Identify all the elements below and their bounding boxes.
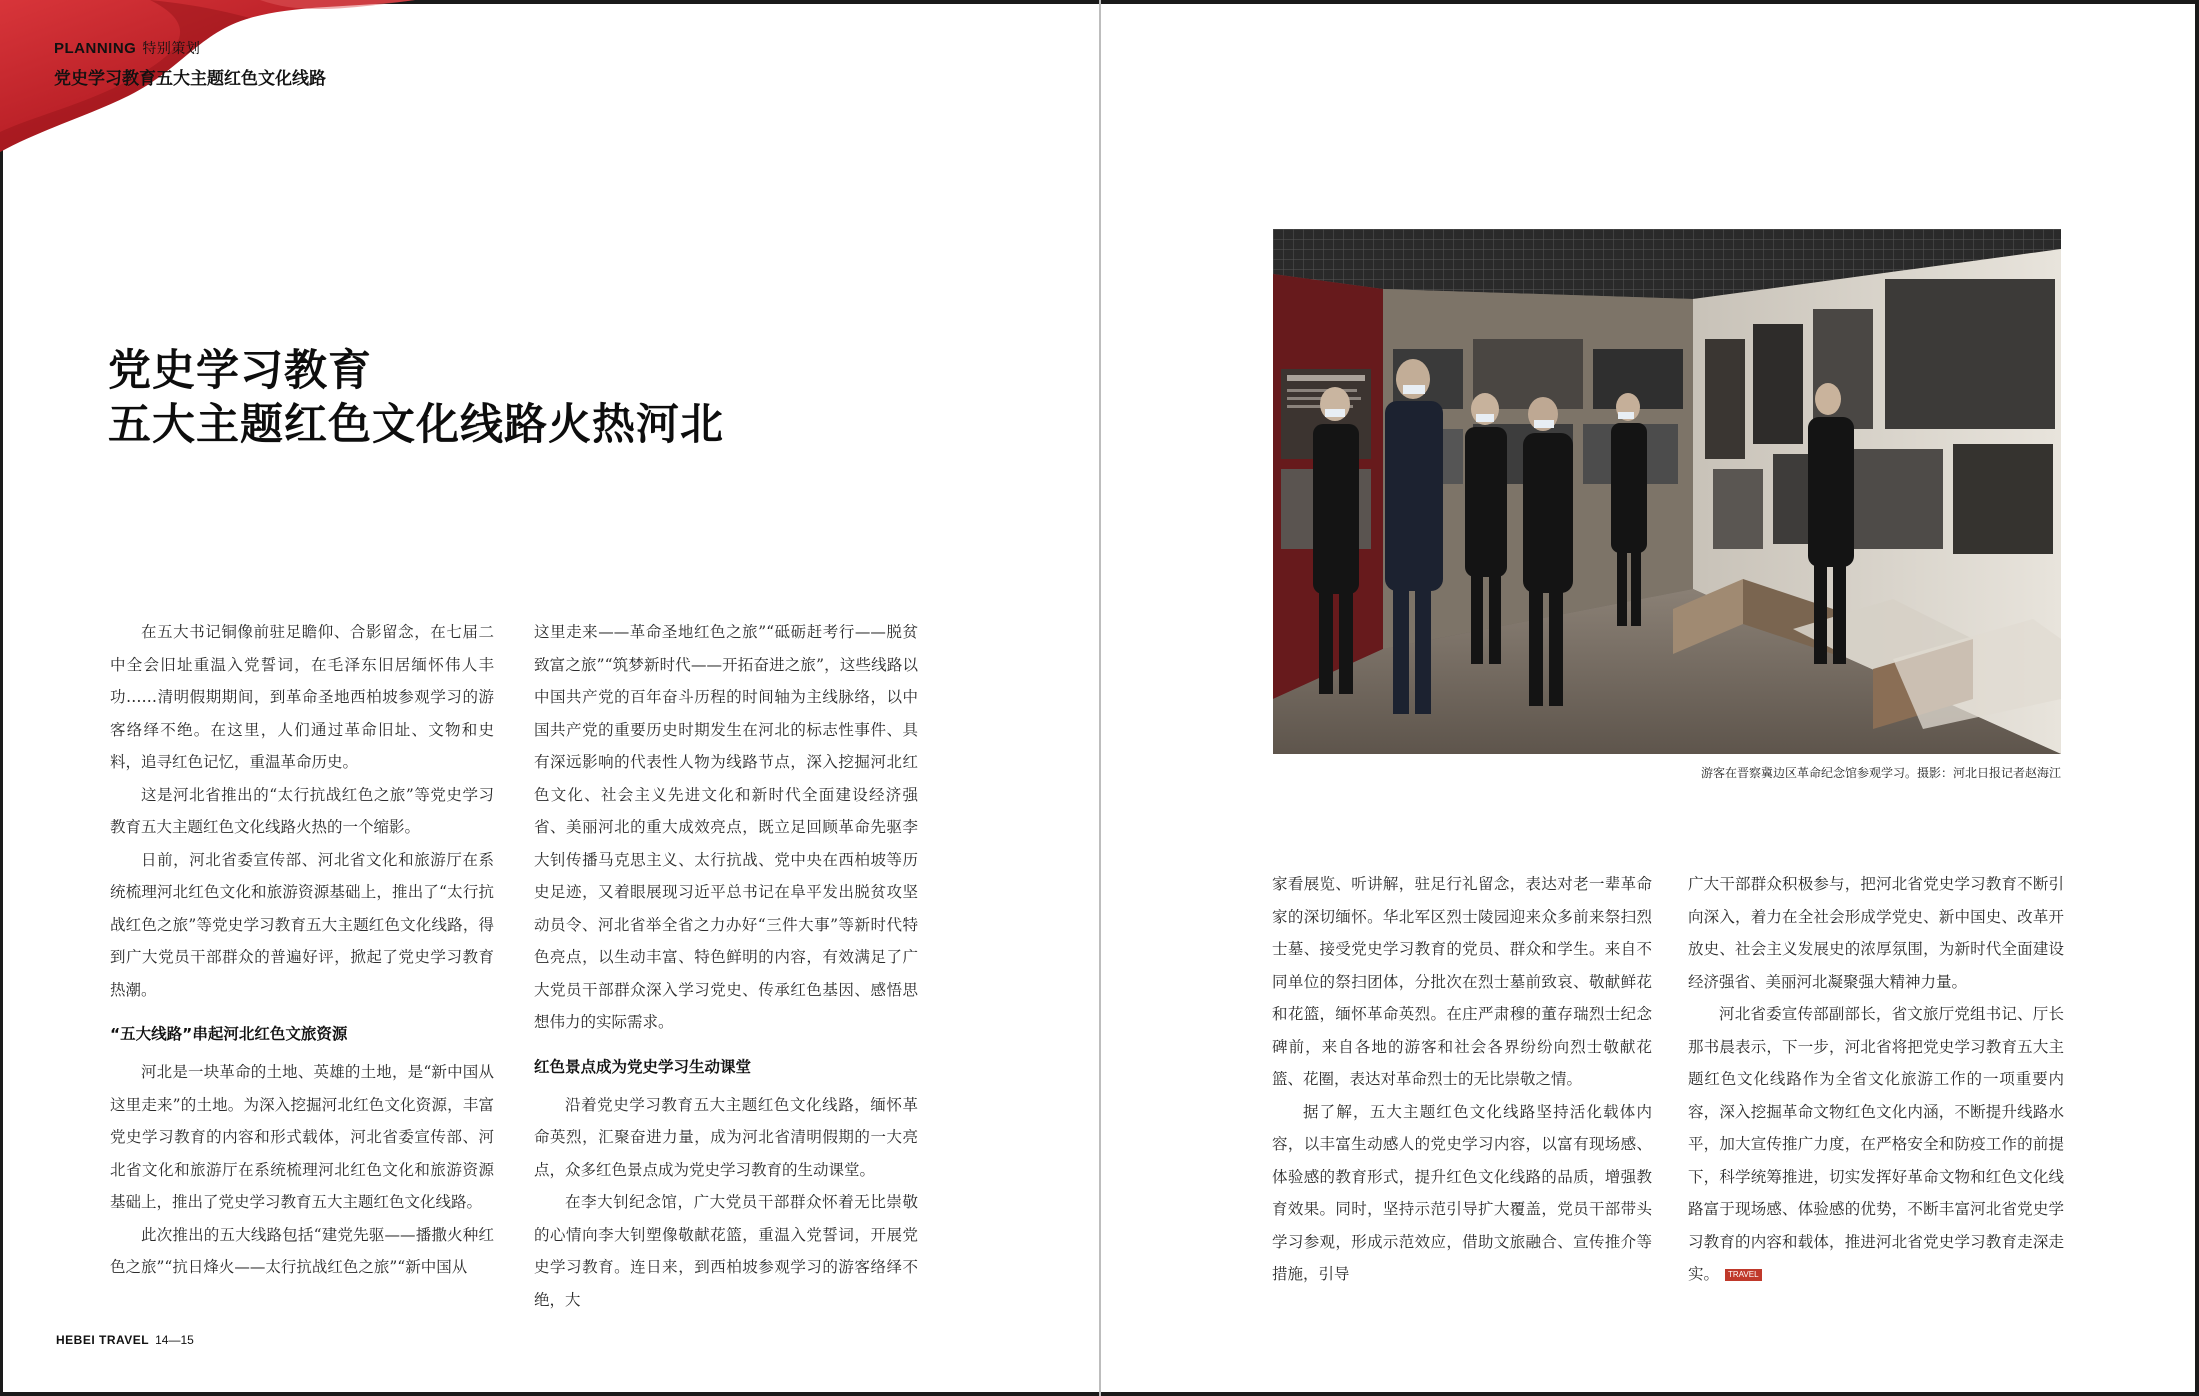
end-mark-badge: TRAVEL <box>1725 1269 1762 1281</box>
left-border <box>0 0 3 1396</box>
paragraph: 河北是一块革命的土地、英雄的土地，是“新中国从这里走来”的土地。为深入挖掘河北红色文化资源，丰富党史学习教育的内容和形式载体，河北省委宣传部、河北省文化和旅游厅在系统梳理河北红色文化和旅游资源基础上，推出了党史学习教育五大主题红色文化线路。 <box>110 1063 494 1211</box>
paragraph: 日前，河北省委宣传部、河北省文化和旅游厅在系统梳理河北红色文化和旅游资源基础上，推出了“太行抗战红色之旅”等党史学习教育五大主题红色文化线路，得到广大党员干部群众的普遍好评，掀起了党史学习教育热潮。 <box>110 850 494 999</box>
paragraph: 在李大钊纪念馆，广大党员干部群众怀着无比崇敬的心情向李大钊塑像敬献花篮，重温入党誓词，开展党史学习教育。连日来，到西柏坡参观学习的游客络绎不绝，大 <box>534 1193 918 1309</box>
paragraph: 这里走来——革命圣地红色之旅”“砥砺赶考行——脱贫致富之旅”“筑梦新时代——开拓奋进之旅”，这些线路以中国共产党的百年奋斗历程的时间轴为主线脉络，以中国共产党的重要历史时期发生在河北的标志性事件、具有深远影响的代表性人物为线路节点，深入挖掘河北红色文化、社会主义先进文化和新时代全面建设经济强省、美丽河北的重大成效亮点，既立足回顾革命先驱李大钊传播马克思主义、太行抗战、党中央在西柏坡等历史足迹，又着眼展现习近平总书记在阜平发出脱贫攻坚动员令、河北省举全省之力办好“三件大事”等新时代特色亮点，以生动丰富、特色鲜明的内容，有效满足了广大党员干部群众深入学习党史、传承红色基因、感悟思想伟力的实际需求。 <box>534 623 918 1031</box>
kicker-en: PLANNING <box>54 40 137 57</box>
paragraph: 家看展览、听讲解，驻足行礼留念，表达对老一辈革命家的深切缅怀。华北军区烈士陵园迎来众多前来祭扫烈士墓、接受党史学习教育的党员、群众和学生。来自不同单位的祭扫团体，分批次在烈士墓前致哀、敬献鲜花和花篮，缅怀革命英烈。在庄严肃穆的董存瑞烈士纪念碑前，来自各地的游客和社会各界纷纷向烈士敬献花篮、花圈，表达对革命烈士的无比崇敬之情。 <box>1272 875 1652 1088</box>
photo-caption: 游客在晋察冀边区革命纪念馆参观学习。摄影：河北日报记者赵海江 <box>1700 766 2061 780</box>
paragraph: 此次推出的五大线路包括“建党先驱——播撒火种红色之旅”“抗日烽火——太行抗战红色之旅”“新中国从 <box>110 1225 494 1276</box>
section-kicker <box>54 38 200 58</box>
paragraph: 沿着党史学习教育五大主题红色文化线路，缅怀革命英烈，汇聚奋进力量，成为河北省清明假期的一大亮点，众多红色景点成为党史学习教育的生动课堂。 <box>534 1095 918 1179</box>
paragraph <box>1688 998 2064 1291</box>
subheading: 红色景点成为党史学习生动课堂 <box>534 1057 752 1076</box>
headline-line-1: 党史学习教育 <box>108 346 372 396</box>
section-title: 党史学习教育五大主题红色文化线路 <box>54 69 326 89</box>
text-column-4 <box>1688 868 2064 1291</box>
exhibition-photo <box>1273 229 2061 754</box>
headline-line-2: 五大主题红色文化线路火热河北 <box>108 400 724 450</box>
text-column-2 <box>534 616 918 1316</box>
kicker-cn: 特别策划 <box>142 41 201 57</box>
paragraph: 据了解，五大主题红色文化线路坚持活化载体内容，以丰富生动感人的党史学习内容，以富有现场感、体验感的教育形式，提升红色文化线路的品质，增强教育效果。同时，坚持示范引导扩大覆盖，党员干部带头学习参观，形成示范效应，借助文旅融合、宣传推介等措施，引导 <box>1272 1102 1652 1283</box>
page-numbers: 14—15 <box>155 1333 194 1347</box>
subheading: “五大线路”串起河北红色文旅资源 <box>110 1025 348 1043</box>
paragraph: 这是河北省推出的“太行抗战红色之旅”等党史学习教育五大主题红色文化线路火热的一个缩影。 <box>110 785 494 836</box>
page-gutter <box>1099 0 1101 1396</box>
paragraph: 在五大书记铜像前驻足瞻仰、合影留念，在七届二中全会旧址重温入党誓词，在毛泽东旧居缅怀伟人丰功……清明假期期间，到革命圣地西柏坡参观学习的游客络绎不绝。在这里，人们通过革命旧址、文物和史料，追寻红色记忆，重温革命历史。 <box>110 623 494 771</box>
paragraph: 广大干部群众积极参与，把河北省党史学习教育不断引向深入，着力在全社会形成学党史、新中国史、改革开放史、社会主义发展史的浓厚氛围，为新时代全面建设经济强省、美丽河北凝聚强大精神力量。 <box>1688 875 2064 991</box>
text-column-3 <box>1272 868 1652 1291</box>
right-border <box>2195 0 2199 1396</box>
article-headline <box>108 344 724 452</box>
text-column-1 <box>110 616 494 1284</box>
paragraph-text: 河北省委宣传部副部长，省文旅厅党组书记、厅长那书晨表示，下一步，河北省将把党史学习教育五大主题红色文化线路作为全省文化旅游工作的一项重要内容，深入挖掘革命文物红色文化内涵，不断提升线路水平，加大宣传推广力度，在严格安全和防疫工作的前提下，科学统筹推进，切实发挥好革命文物和红色文化线路富于现场感、体验感的优势，不断丰富河北省党史学习教育的内容和载体，推进河北省党史学习教育走深走实。 <box>1688 1005 2064 1283</box>
magazine-name: HEBEI TRAVEL <box>56 1333 150 1347</box>
page-folio <box>56 1333 194 1347</box>
